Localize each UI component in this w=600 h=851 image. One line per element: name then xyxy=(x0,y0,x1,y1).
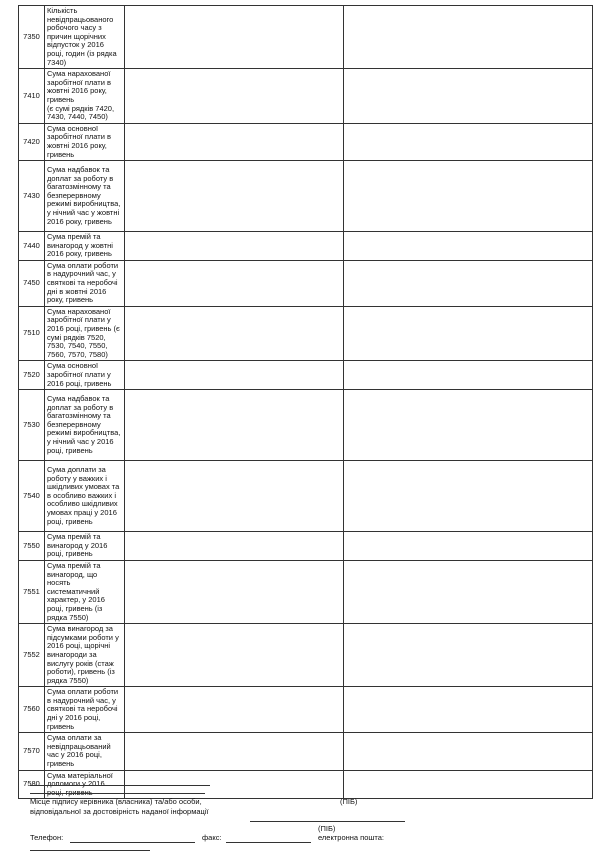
table-row xyxy=(19,390,593,461)
row-code: 7560 xyxy=(19,687,45,733)
phone-label: Телефон: xyxy=(30,833,64,842)
value-cell-2[interactable] xyxy=(344,161,593,232)
value-cell-2[interactable] xyxy=(344,624,593,687)
value-cell-1[interactable] xyxy=(125,6,344,69)
row-description: Сума надбавок та доплат за роботу в багатозмінному та безперервному режимі виробництва, у нічний час у 2016 році, гривень xyxy=(45,390,125,461)
row-description: Сума оплати роботи в надурочний час, у святкові та неробочі дні в жовтні 2016 року, гривень xyxy=(45,260,125,306)
row-code: 7551 xyxy=(19,560,45,623)
value-cell-2[interactable] xyxy=(344,306,593,361)
table-row xyxy=(19,687,593,733)
value-cell-2[interactable] xyxy=(344,770,593,799)
row-description: Сума премій та винагород, що носять систематичний характер, у 2016 році, гривень (із рядка 7550) xyxy=(45,560,125,623)
row-code: 7420 xyxy=(19,123,45,160)
pib-label-2: (ПІБ) xyxy=(318,824,336,833)
row-description: Кількість невідпрацьованого робочого часу з причин щорічних відпусток у 2016 році, годин (із рядка 7340) xyxy=(45,6,125,69)
row-description: Сума нарахованої заробітної плати в жовтні 2016 року, гривень (є сумі рядків 7420, 7430, 7440, 7450) xyxy=(45,69,125,124)
row-code: 7570 xyxy=(19,733,45,770)
row-code: 7550 xyxy=(19,532,45,561)
value-cell-1[interactable] xyxy=(125,123,344,160)
row-description: Сума доплати за роботу у важких і шкідливих умовах та в особливо важких і особливо шкідливих умовах праці у 2016 році, гривень xyxy=(45,461,125,532)
value-cell-1[interactable] xyxy=(125,461,344,532)
row-description: Сума оплати роботи в надурочний час, у святкові та неробочі дні у 2016 році, гривень xyxy=(45,687,125,733)
value-cell-1[interactable] xyxy=(125,687,344,733)
table-row xyxy=(19,306,593,361)
signature-label-line-1: Місце підпису керівника (власника) та/або особи, xyxy=(30,797,202,806)
table-row xyxy=(19,461,593,532)
row-description: Сума матеріальної допомоги у 2016 році, гривень xyxy=(45,770,125,799)
value-cell-2[interactable] xyxy=(344,532,593,561)
row-code: 7580 xyxy=(19,770,45,799)
row-code: 7430 xyxy=(19,161,45,232)
value-cell-2[interactable] xyxy=(344,232,593,261)
value-cell-2[interactable] xyxy=(344,461,593,532)
value-cell-1[interactable] xyxy=(125,361,344,390)
value-cell-2[interactable] xyxy=(344,687,593,733)
table-row xyxy=(19,532,593,561)
row-code: 7440 xyxy=(19,232,45,261)
phone-field[interactable] xyxy=(70,842,195,843)
value-cell-2[interactable] xyxy=(344,69,593,124)
row-description: Сума надбавок та доплат за роботу в багатозмінному та безперервному режимі виробництва, у нічний час у жовтні 2016 року, гривень xyxy=(45,161,125,232)
table-row xyxy=(19,123,593,160)
value-cell-2[interactable] xyxy=(344,123,593,160)
value-cell-1[interactable] xyxy=(125,624,344,687)
value-cell-1[interactable] xyxy=(125,532,344,561)
table-row xyxy=(19,733,593,770)
value-cell-1[interactable] xyxy=(125,161,344,232)
row-code: 7540 xyxy=(19,461,45,532)
value-cell-2[interactable] xyxy=(344,733,593,770)
table-row xyxy=(19,624,593,687)
value-cell-2[interactable] xyxy=(344,390,593,461)
value-cell-2[interactable] xyxy=(344,6,593,69)
row-description: Сума премій та винагород у 2016 році, гривень xyxy=(45,532,125,561)
value-cell-2[interactable] xyxy=(344,361,593,390)
table-row xyxy=(19,6,593,69)
table-row xyxy=(19,560,593,623)
fax-field[interactable] xyxy=(226,842,311,843)
row-description: Сума винагород за підсумками роботи у 2016 році, щорічні винагороди за вислугу років (стаж роботи), гривень (із рядка 7550) xyxy=(45,624,125,687)
signature-line[interactable] xyxy=(30,785,210,786)
value-cell-1[interactable] xyxy=(125,733,344,770)
row-description: Сума нарахованої заробітної плати у 2016 році, гривень (є сумі рядків 7520, 7530, 7540, 7550, 7560, 7570, 7580) xyxy=(45,306,125,361)
row-description: Сума премій та винагород у жовтні 2016 року, гривень xyxy=(45,232,125,261)
row-code: 7530 xyxy=(19,390,45,461)
value-cell-2[interactable] xyxy=(344,260,593,306)
table-row xyxy=(19,361,593,390)
value-cell-1[interactable] xyxy=(125,69,344,124)
row-code: 7450 xyxy=(19,260,45,306)
pib-label-1: (ПІБ) xyxy=(340,797,358,806)
pib-line[interactable] xyxy=(250,821,405,822)
form-rows xyxy=(19,6,593,799)
row-code: 7520 xyxy=(19,361,45,390)
email-label: електронна пошта: xyxy=(318,833,385,842)
row-code: 7552 xyxy=(19,624,45,687)
value-cell-1[interactable] xyxy=(125,390,344,461)
signature-line-2[interactable] xyxy=(30,793,205,794)
table-row xyxy=(19,260,593,306)
value-cell-1[interactable] xyxy=(125,306,344,361)
table-row xyxy=(19,232,593,261)
signature-label-line-2: відповідальної за достовірність наданої інформації xyxy=(30,807,209,816)
row-code: 7510 xyxy=(19,306,45,361)
row-description: Сума основної заробітної плати у 2016 році, гривень xyxy=(45,361,125,390)
row-code: 7410 xyxy=(19,69,45,124)
table-row xyxy=(19,69,593,124)
row-description: Сума основної заробітної плати в жовтні 2016 року, гривень xyxy=(45,123,125,160)
value-cell-1[interactable] xyxy=(125,232,344,261)
row-code: 7350 xyxy=(19,6,45,69)
table-row xyxy=(19,161,593,232)
statistics-form-table xyxy=(18,5,593,799)
value-cell-2[interactable] xyxy=(344,560,593,623)
value-cell-1[interactable] xyxy=(125,560,344,623)
fax-label: факс: xyxy=(202,833,222,842)
value-cell-1[interactable] xyxy=(125,260,344,306)
row-description: Сума оплати за невідпрацьований час у 2016 році, гривень xyxy=(45,733,125,770)
